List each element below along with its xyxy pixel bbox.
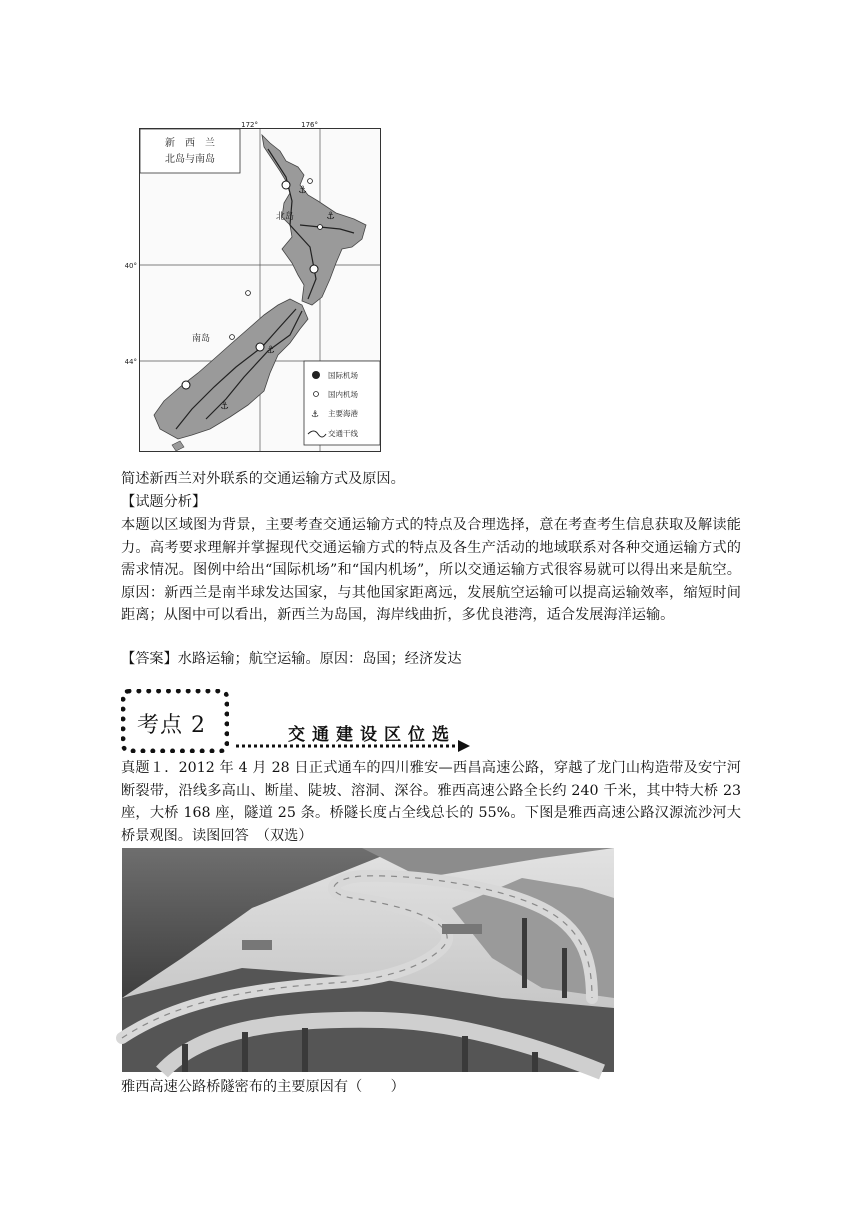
north-island-label: 北岛 xyxy=(276,212,295,222)
map-title-line1: 新 西 兰 xyxy=(165,138,215,149)
question-2-text: 真题１．2012 年 4 月 28 日正式通车的四川雅安—西昌高速公路，穿越了龙门山构造带及安宁河断裂带，沿线多高山、断崖、陡坡、溶洞、深谷。雅西高速公路全长约 240 千米，其中特大桥 23 座，大桥 168 座，隧道 25 条。桥隧长度占全线总长的 55%。下图是雅西高速公路汉源流沙河大桥景观图。读图回答 （双选） xyxy=(121,760,741,844)
legend-label-seaport: 主要海港 xyxy=(328,409,358,418)
legend-label-intl-airport: 国际机场 xyxy=(328,371,358,380)
international-airport-icon xyxy=(182,381,190,389)
international-airport-icon xyxy=(312,371,320,379)
legend-label-domestic-airport: 国内机场 xyxy=(328,390,358,399)
question-1-text: 简述新西兰对外联系的交通运输方式及原因。 xyxy=(121,471,405,487)
seaport-anchor-icon: ⚓ xyxy=(266,345,275,356)
map-title-box xyxy=(140,129,240,173)
international-airport-icon xyxy=(256,343,264,351)
international-airport-icon xyxy=(310,265,318,273)
domestic-airport-icon xyxy=(230,335,235,340)
highway-bridge-photo xyxy=(122,848,614,1072)
section-title: 交通建设区位选 xyxy=(288,725,456,745)
analysis-text: 本题以区域图为背景，主要考查交通运输方式的特点及合理选择，意在考查考生信息获取及解读能力。高考要求理解并掌握现代交通运输方式的特点及各生产活动的地域联系对各种交通运输方式的需求情况。图例中给出“国际机场”和“国内机场”，所以交通运输方式很容易就可以得出来是航空。原因：新西兰是南半球发达国家，与其他国家距离远，发展航空运输可以提高运输效率，缩短时间距离；从图中可以看出，新西兰为岛国，海岸线曲折，多优良港湾，适合发展海洋运输。 xyxy=(121,517,741,624)
highway-photo-svg xyxy=(122,848,614,1072)
lat-label-40: 40° xyxy=(124,262,137,270)
lon-label-176: 176° xyxy=(301,121,318,129)
section-arrow-icon xyxy=(236,740,472,752)
lat-label-44: 44° xyxy=(124,358,137,366)
analysis-heading: 【试题分析】 xyxy=(121,494,207,510)
seaport-anchor-icon: ⚓ xyxy=(298,185,307,196)
domestic-airport-icon xyxy=(314,392,319,397)
lon-label-172: 172° xyxy=(241,121,258,129)
south-island-label: 南岛 xyxy=(192,334,211,344)
answer-text: 【答案】水路运输；航空运输。原因：岛国；经济发达 xyxy=(121,651,462,667)
road-sign xyxy=(442,924,482,934)
seaport-anchor-icon: ⚓ xyxy=(220,401,229,412)
map-svg xyxy=(124,121,380,451)
domestic-airport-icon xyxy=(246,291,251,296)
stewart-island xyxy=(172,441,184,451)
new-zealand-map xyxy=(124,121,381,452)
seaport-anchor-icon: ⚓ xyxy=(326,211,335,222)
section-label: 考点 2 xyxy=(137,713,206,738)
map-title-line2: 北岛与南岛 xyxy=(165,154,215,165)
domestic-airport-icon xyxy=(308,179,313,184)
south-island xyxy=(154,299,308,439)
legend-label-trunk-line: 交通干线 xyxy=(328,429,358,438)
international-airport-icon xyxy=(282,181,290,189)
domestic-airport-icon xyxy=(318,225,323,230)
seaport-anchor-icon: ⚓ xyxy=(311,410,320,420)
question-2-sub: 雅西高速公路桥隧密布的主要原因有（ ） xyxy=(121,1079,405,1095)
road-sign xyxy=(242,940,272,950)
